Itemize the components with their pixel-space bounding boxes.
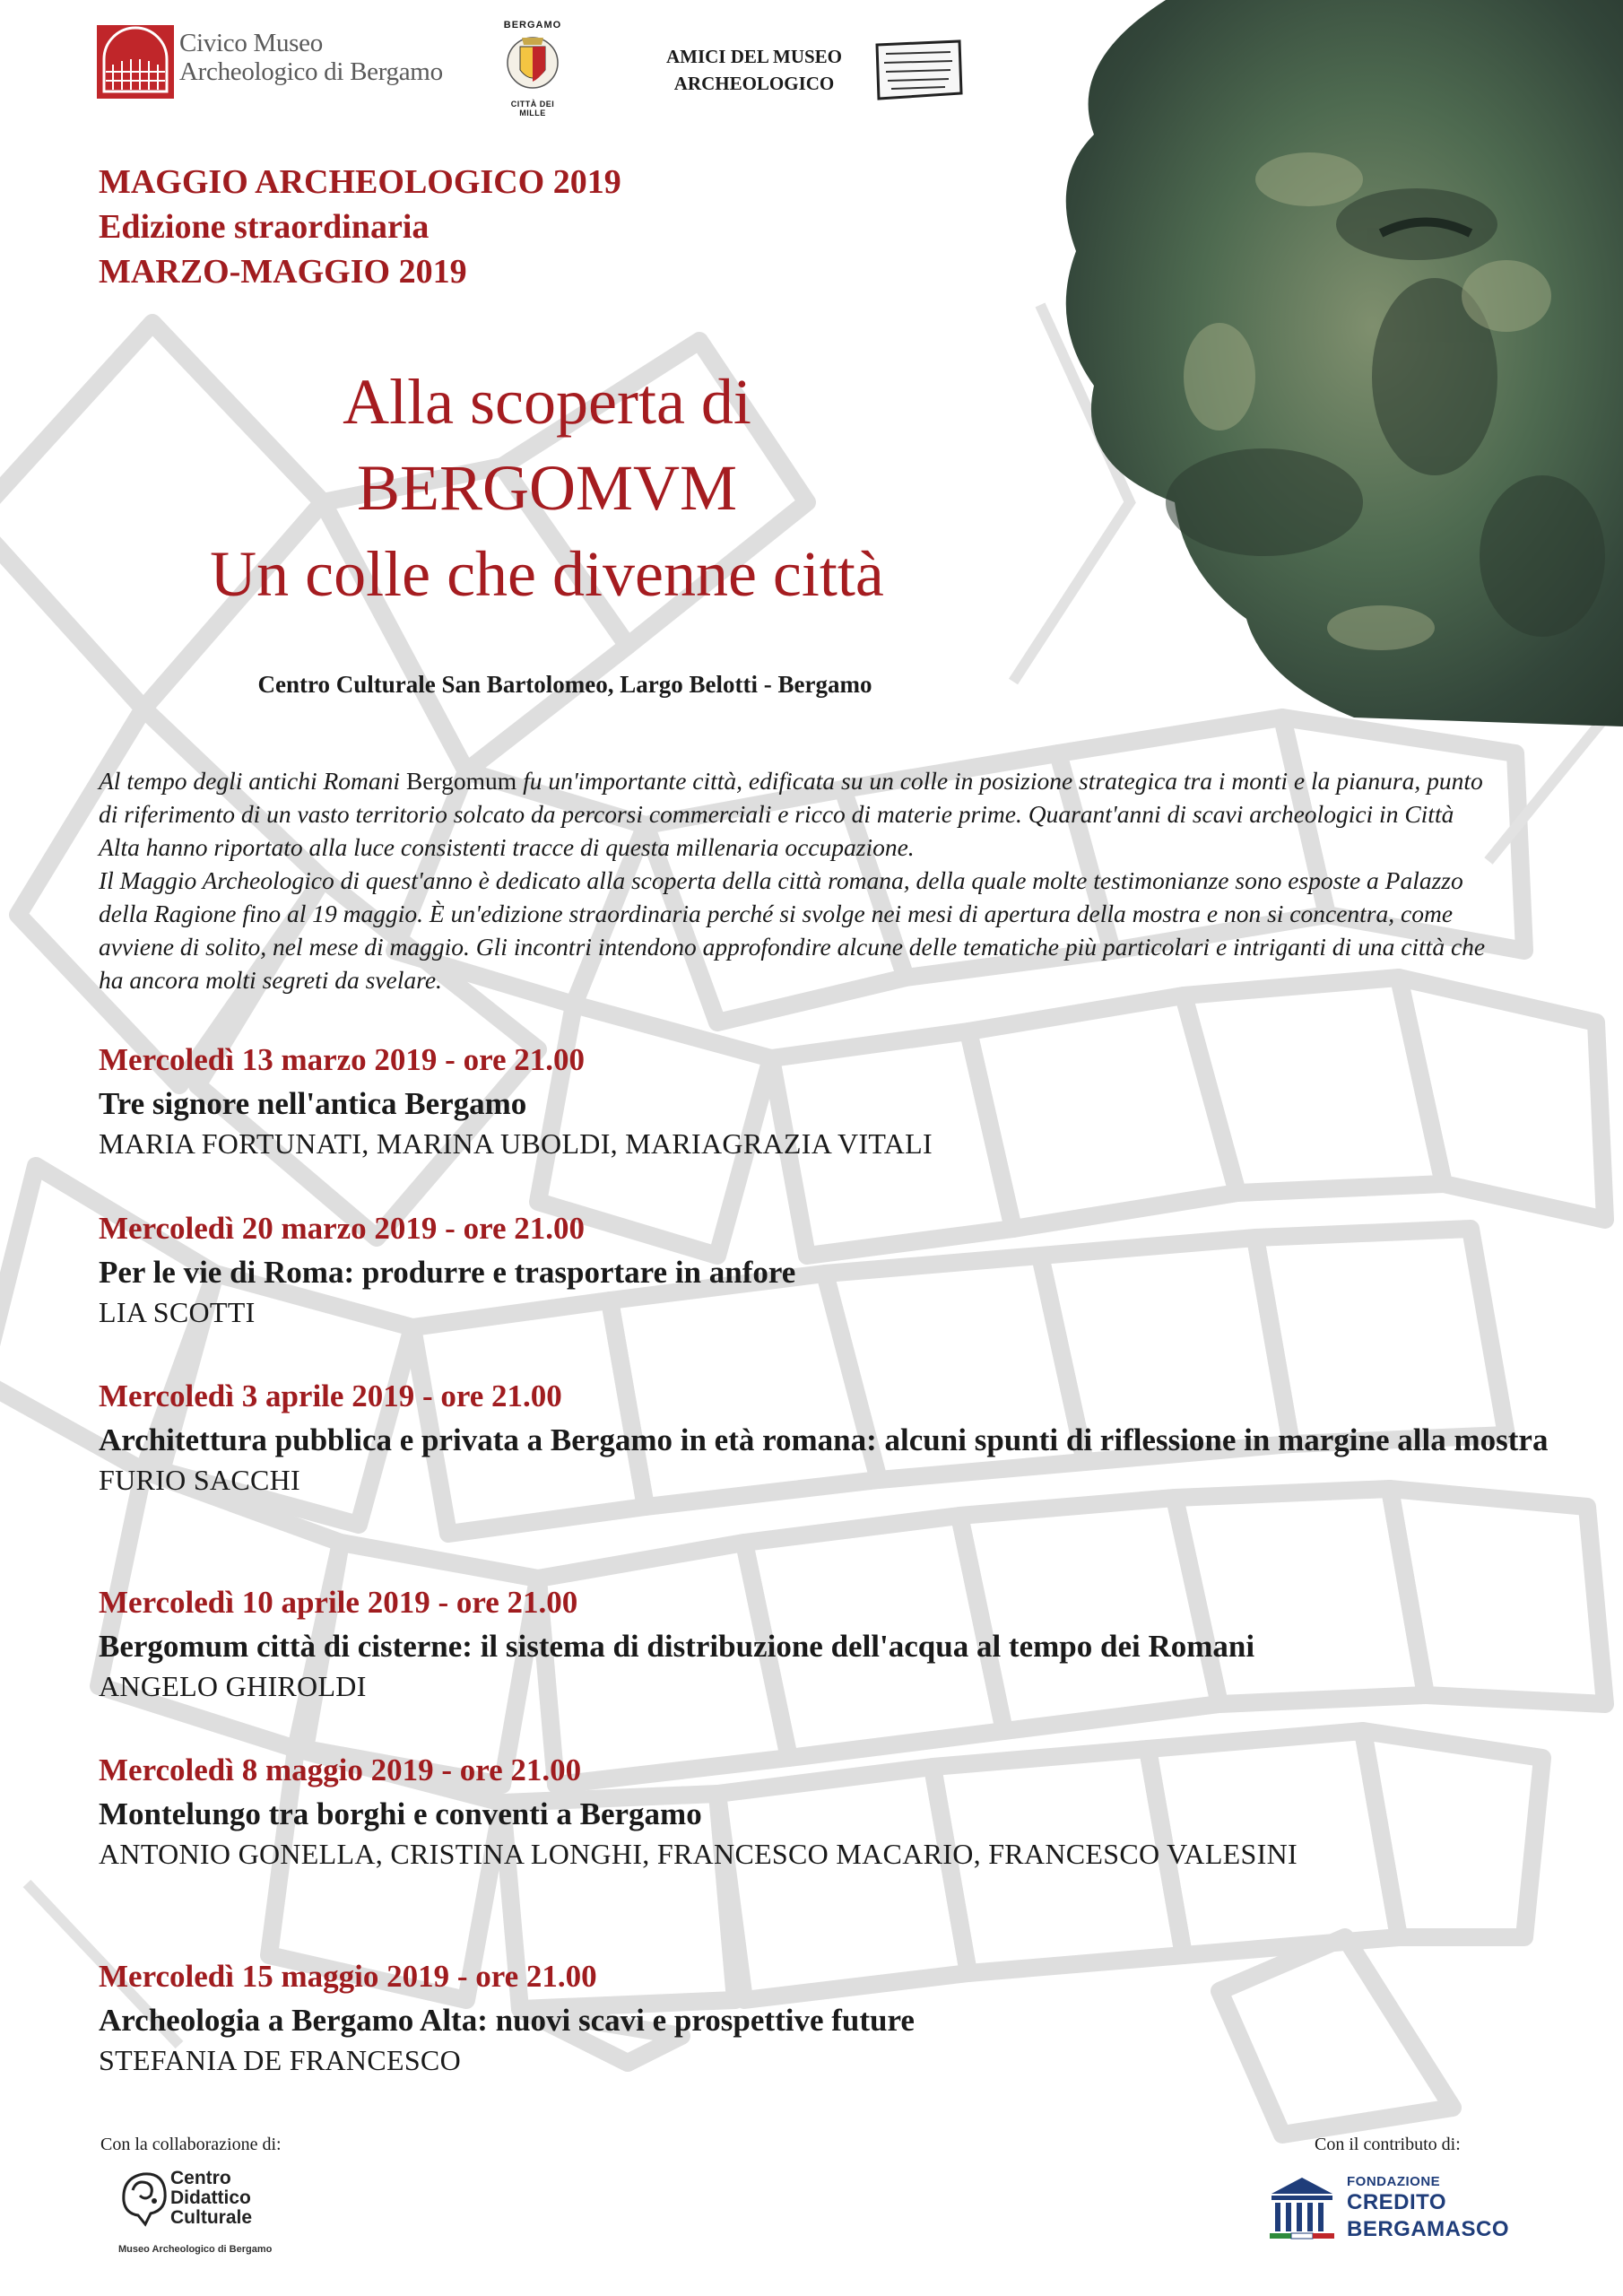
amici-museo-logo — [642, 43, 866, 97]
cdc-subtitle: Museo Archeologico di Bergamo — [118, 2244, 273, 2255]
fcb-line2: CREDITO — [1347, 2190, 1447, 2214]
fcb-line1: FONDAZIONE — [1347, 2174, 1441, 2189]
bronze-head-image — [1040, 0, 1623, 726]
intro-paragraph-1 — [99, 764, 1497, 864]
museo-name-line2: Archeologico di Bergamo — [179, 57, 443, 86]
intro-p1-start: Al tempo degli antichi Romani — [99, 767, 401, 795]
bergamo-city-logo — [500, 20, 565, 126]
event-speakers: LIA SCOTTI — [99, 1296, 256, 1328]
bergamo-crest-icon — [506, 30, 560, 93]
event-date: Mercoledì 3 aprile 2019 - ore 21.00 — [99, 1378, 562, 1413]
title-line2: BERGOMVM — [356, 452, 738, 524]
amici-line1: AMICI DEL MUSEO — [665, 46, 843, 67]
event-date: Mercoledì 10 aprile 2019 - ore 21.00 — [99, 1585, 578, 1620]
cdc-line1: Centro — [170, 2168, 231, 2188]
intro-text — [99, 764, 1497, 996]
museo-name-line1: Civico Museo — [179, 29, 323, 57]
edition-line1: MAGGIO ARCHEOLOGICO 2019 — [99, 163, 621, 201]
collab-label: Con la collaborazione di: — [100, 2135, 282, 2154]
event-speakers: MARIA FORTUNATI, MARINA UBOLDI, MARIAGRAZIA VITALI — [99, 1127, 933, 1160]
intro-bergomum: Bergomum — [405, 767, 517, 795]
edition-line3: MARZO-MAGGIO 2019 — [99, 253, 467, 291]
contrib-label: Con il contributo di: — [1315, 2135, 1461, 2154]
venue-text: Centro Culturale San Bartolomeo, Largo Belotti - Bergamo — [257, 671, 872, 698]
event-date: Mercoledì 15 maggio 2019 - ore 21.00 — [99, 1959, 597, 1994]
event-date: Mercoledì 13 marzo 2019 - ore 21.00 — [99, 1042, 586, 1077]
event-item — [99, 1957, 1569, 2079]
cdc-line3: Culturale — [170, 2207, 253, 2228]
event-item — [99, 1583, 1569, 1705]
cdc-line2: Didattico — [170, 2187, 251, 2208]
event-item — [99, 1209, 1569, 1331]
museo-logo — [97, 25, 456, 97]
event-speakers: ANGELO GHIROLDI — [99, 1670, 367, 1702]
event-item — [99, 1751, 1569, 1873]
fcb-line3: BERGAMASCO — [1347, 2217, 1510, 2241]
amici-line2: ARCHEOLOGICO — [673, 73, 835, 94]
event-item — [99, 1040, 1569, 1162]
event-topic: Archeologia a Bergamo Alta: nuovi scavi e prospettive future — [99, 2003, 915, 2038]
inscription-stone-icon — [873, 39, 963, 100]
event-topic: Bergomum città di cisterne: il sistema di distribuzione dell'acqua al tempo dei Romani — [99, 1629, 1255, 1664]
bergamo-logo-top: BERGAMO — [503, 20, 562, 30]
event-item — [99, 1377, 1569, 1499]
bergamo-logo-bottom: CITTÀ DEI MILLE — [510, 100, 555, 117]
event-topic: Tre signore nell'antica Bergamo — [99, 1086, 527, 1121]
event-speakers: FURIO SACCHI — [99, 1464, 300, 1496]
main-title — [54, 359, 1040, 617]
event-date: Mercoledì 20 marzo 2019 - ore 21.00 — [99, 1211, 586, 1246]
event-speakers: STEFANIA DE FRANCESCO — [99, 2044, 461, 2076]
intro-p1-rest: fu un'importante città, edificata su un colle in posizione strategica tra i monti e la pianura, punto di riferimento di un vasto territorio solcato da percorsi commerciali e ricco di materie prime. Quarant'anni di scavi archeologici in Città Alta hanno riportato alla luce consistenti tracce di questa millenaria occupazione. — [99, 767, 1483, 861]
fcb-logo — [1266, 2169, 1553, 2258]
event-date: Mercoledì 8 maggio 2019 - ore 21.00 — [99, 1752, 582, 1787]
event-topic: Montelungo tra borghi e conventi a Bergamo — [99, 1796, 702, 1831]
museo-facade-icon — [97, 25, 174, 99]
title-line3: Un colle che divenne città — [210, 538, 884, 610]
edition-block — [99, 160, 906, 294]
event-topic: Per le vie di Roma: produrre e trasportare in anfore — [99, 1255, 796, 1290]
edition-line2: Edizione straordinaria — [99, 208, 430, 246]
cdc-ram-icon — [118, 2165, 172, 2228]
fcb-building-icon — [1266, 2174, 1338, 2246]
cdc-logo — [118, 2161, 343, 2260]
event-speakers: ANTONIO GONELLA, CRISTINA LONGHI, FRANCESCO MACARIO, FRANCESCO VALESINI — [99, 1838, 1298, 1870]
title-line1: Alla scoperta di — [343, 366, 751, 438]
intro-paragraph-2: Il Maggio Archeologico di quest'anno è dedicato alla scoperta della città romana, della quale molte testimonianze sono esposte a Palazzo della Ragione fino al 19 maggio. È un'edizione straordinaria perché si svolge nei mesi di apertura della mostra e non si concentra, come avviene di solito, nel mese di maggio. Gli incontri intendono approfondire alcune delle tematiche più particolari e intriganti di una città che ha ancora molti segreti da svelare. — [99, 866, 1486, 994]
event-topic: Architettura pubblica e privata a Bergamo in età romana: alcuni spunti di riflessione in margine alla mostra — [99, 1422, 1549, 1457]
